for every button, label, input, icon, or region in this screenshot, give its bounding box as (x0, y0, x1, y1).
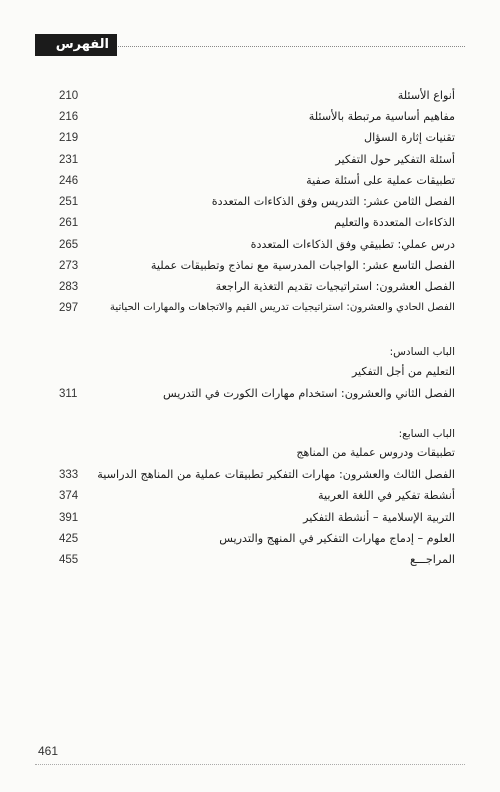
toc-entry (55, 277, 455, 297)
toc-title: التربية الإسلامية – أنشطة التفكير (303, 511, 455, 524)
toc-entry (55, 550, 455, 570)
toc-title: الفصل الثامن عشر: التدريس وفق الذكاءات المتعددة (211, 195, 455, 208)
toc-page: 216 (59, 111, 79, 123)
toc-page: 374 (59, 490, 79, 502)
toc-title: تطبيقات عملية على أسئلة صفية (306, 174, 455, 187)
section-heading: الباب السابع: (398, 428, 455, 440)
toc-title: أسئلة التفكير حول التفكير (335, 153, 455, 166)
toc-title: درس عملي: تطبيقي وفق الذكاءات المتعددة (250, 238, 455, 251)
toc-page: 273 (59, 260, 79, 272)
toc-page: 333 (59, 469, 79, 481)
section-subheading: تطبيقات ودروس عملية من المناهج (296, 446, 455, 459)
toc-title: أنواع الأسئلة (397, 89, 455, 102)
footer-rule (35, 764, 465, 765)
toc-page: 455 (59, 554, 79, 566)
toc-title: أنشطة تفكير في اللغة العربية (318, 489, 455, 502)
toc-title: مفاهيم أساسية مرتبطة بالأسئلة (308, 110, 455, 123)
page-number: 461 (38, 744, 59, 758)
toc-entry (55, 213, 455, 233)
toc-page: 246 (59, 175, 79, 187)
toc-entry (55, 529, 455, 549)
toc-page: 261 (59, 217, 79, 229)
toc-page: 219 (59, 132, 79, 144)
toc-entry (55, 171, 455, 191)
toc-page: 283 (59, 281, 79, 293)
toc-title: الفصل الحادي والعشرون: استراتيجيات تدريس القيم والاتجاهات والمهارات الحياتية (109, 302, 455, 313)
toc-page: 297 (59, 302, 79, 314)
toc-entry (55, 465, 455, 485)
toc-page: 231 (59, 154, 79, 166)
toc-title: المراجـــع (410, 553, 455, 566)
toc-entry (55, 128, 455, 148)
toc-title: الذكاءات المتعددة والتعليم (334, 216, 455, 229)
toc-entry (55, 486, 455, 506)
toc-page: 251 (59, 196, 79, 208)
toc-title: تقنيات إثارة السؤال (364, 131, 455, 144)
toc-entry (55, 107, 455, 127)
toc-entry (55, 150, 455, 170)
toc-entry (55, 192, 455, 212)
toc-page: 265 (59, 239, 79, 251)
section-subheading: التعليم من أجل التفكير (351, 365, 455, 378)
page-title: الفهرس (35, 34, 117, 56)
toc-entry (55, 298, 455, 318)
toc-entry (55, 508, 455, 528)
toc-page: 425 (59, 533, 79, 545)
toc-entry (55, 235, 455, 255)
toc-title: الفصل العشرون: استراتيجيات تقديم التغذية الراجعة (215, 280, 455, 293)
toc-page: 391 (59, 512, 79, 524)
toc-title: الفصل الثاني والعشرون: استخدام مهارات الكورت في التدريس (162, 387, 455, 400)
section-heading: الباب السادس: (389, 346, 455, 358)
toc-title: العلوم – إدماج مهارات التفكير في المنهج والتدريس (219, 532, 455, 545)
toc-entry (55, 256, 455, 276)
toc-page: 210 (59, 90, 79, 102)
toc-title: الفصل الثالث والعشرون: مهارات التفكير تطبيقات عملية من المناهج الدراسية (97, 468, 455, 481)
toc-page: 311 (59, 388, 78, 400)
toc-entry (55, 384, 455, 404)
toc-entry (55, 86, 455, 106)
toc-title: الفصل التاسع عشر: الواجبات المدرسية مع نماذج وتطبيقات عملية (150, 259, 455, 272)
